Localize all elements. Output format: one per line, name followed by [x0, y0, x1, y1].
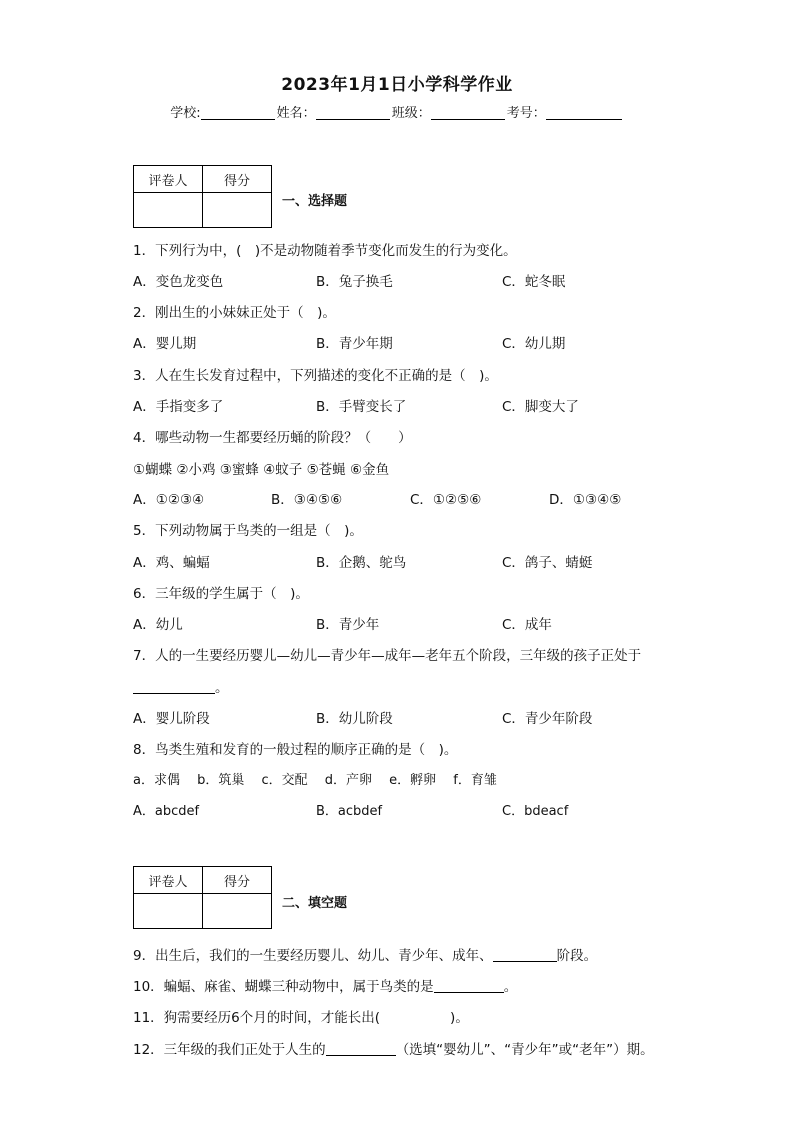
- q11-pre: 11．狗需要经历6个月的时间，才能长出(: [133, 1010, 381, 1026]
- q4-option-c[interactable]: C．①②⑤⑥: [410, 492, 482, 508]
- question-7: 7．人的一生要经历婴儿—幼儿—青少年—成年—老年五个阶段，三年级的孩子正处于: [133, 648, 642, 664]
- score-box-2: [133, 866, 272, 929]
- q7-blank[interactable]: [133, 679, 215, 694]
- question-1: 1．下列行为中，( )不是动物随着季节变化而发生的行为变化。: [133, 243, 517, 259]
- q1-option-c[interactable]: C．蛇冬眠: [502, 274, 566, 290]
- q2-option-a[interactable]: A．婴儿期: [133, 336, 197, 352]
- class-blank[interactable]: [431, 105, 505, 120]
- q4-items: ①蝴蝶 ②小鸡 ③蜜蜂 ④蚊子 ⑤苍蝇 ⑥金鱼: [133, 462, 390, 478]
- q3-option-b[interactable]: B．手臂变长了: [316, 399, 407, 415]
- question-3: 3．人在生长发育过程中，下列描述的变化不正确的是（ )。: [133, 368, 498, 384]
- student-info-line: [0, 102, 794, 121]
- question-8: 8．鸟类生殖和发育的一般过程的顺序正确的是（ )。: [133, 742, 458, 758]
- score-header: 得分: [203, 867, 272, 894]
- q5-option-c[interactable]: C．鸽子、蜻蜓: [502, 555, 593, 571]
- score-cell[interactable]: [203, 894, 272, 929]
- exam-no-label: 考号：: [506, 106, 546, 121]
- question-11: [133, 1006, 469, 1026]
- grader-cell[interactable]: [134, 193, 203, 228]
- q7-tail: 。: [215, 680, 229, 696]
- q10-blank[interactable]: [434, 978, 504, 993]
- school-label: 学校:: [170, 106, 201, 121]
- score-header: 得分: [203, 166, 272, 193]
- q9-blank[interactable]: [493, 947, 557, 962]
- grader-header: 评卷人: [134, 867, 203, 894]
- q12-post: （选填“婴幼儿”、“青少年”或“老年”）期。: [395, 1042, 654, 1058]
- question-4: 4．哪些动物一生都要经历蛹的阶段？（ ）: [133, 430, 412, 446]
- q9-post: 阶段。: [556, 948, 598, 964]
- q7-option-a[interactable]: A．婴儿阶段: [133, 711, 210, 727]
- q1-option-a[interactable]: A．变色龙变色: [133, 274, 224, 290]
- grader-header: 评卷人: [134, 166, 203, 193]
- name-label: 姓名：: [276, 106, 316, 121]
- question-6: 6．三年级的学生属于（ )。: [133, 586, 309, 602]
- question-12: [133, 1038, 654, 1058]
- exam-no-blank[interactable]: [546, 105, 622, 120]
- section-title-choice: 一、选择题: [282, 194, 348, 209]
- q8-option-b[interactable]: B．acbdef: [316, 804, 383, 819]
- q6-option-a[interactable]: A．幼儿: [133, 617, 183, 633]
- q6-option-c[interactable]: C．成年: [502, 617, 552, 633]
- q7-option-b[interactable]: B．幼儿阶段: [316, 711, 393, 727]
- q7-answer-line: [133, 676, 229, 696]
- q2-option-b[interactable]: B．青少年期: [316, 336, 393, 352]
- q1-option-b[interactable]: B．兔子换毛: [316, 274, 393, 290]
- q3-option-c[interactable]: C．脚变大了: [502, 399, 579, 415]
- q10-pre: 10．蝙蝠、麻雀、蝴蝶三种动物中，属于鸟类的是: [133, 979, 434, 995]
- section-title-fill: 二、填空题: [282, 896, 348, 911]
- q7-option-c[interactable]: C．青少年阶段: [502, 711, 593, 727]
- q5-option-b[interactable]: B．企鹅、鸵鸟: [316, 555, 407, 571]
- q4-option-d[interactable]: D．①③④⑤: [549, 492, 622, 508]
- q12-blank[interactable]: [326, 1041, 396, 1056]
- score-box-1: [133, 165, 272, 228]
- q8-option-c[interactable]: C．bdeacf: [502, 804, 569, 819]
- school-blank[interactable]: [201, 105, 275, 120]
- q4-option-b[interactable]: B．③④⑤⑥: [271, 492, 343, 508]
- class-label: 班级：: [391, 106, 431, 121]
- grader-cell[interactable]: [134, 894, 203, 929]
- q3-option-a[interactable]: A．手指变多了: [133, 399, 224, 415]
- q11-post: )。: [450, 1010, 469, 1026]
- q12-pre: 12．三年级的我们正处于人生的: [133, 1042, 326, 1058]
- q2-option-c[interactable]: C．幼儿期: [502, 336, 566, 352]
- q8-items: a．求偶 b．筑巢 c．交配 d．产卵 e．孵卵 f．育雏: [133, 773, 497, 788]
- question-5: 5．下列动物属于鸟类的一组是（ )。: [133, 523, 363, 539]
- q5-option-a[interactable]: A．鸡、蝙蝠: [133, 555, 210, 571]
- name-blank[interactable]: [316, 105, 390, 120]
- q8-option-a[interactable]: A．abcdef: [133, 804, 200, 819]
- page-title: 2023年1月1日小学科学作业: [281, 75, 513, 95]
- question-10: [133, 975, 517, 995]
- q9-pre: 9．出生后，我们的一生要经历婴儿、幼儿、青少年、成年、: [133, 948, 493, 964]
- q4-option-a[interactable]: A．①②③④: [133, 492, 205, 508]
- question-2: 2．刚出生的小妹妹正处于（ )。: [133, 305, 336, 321]
- question-9: [133, 944, 597, 964]
- q6-option-b[interactable]: B．青少年: [316, 617, 380, 633]
- score-cell[interactable]: [203, 193, 272, 228]
- q10-post: 。: [503, 979, 518, 995]
